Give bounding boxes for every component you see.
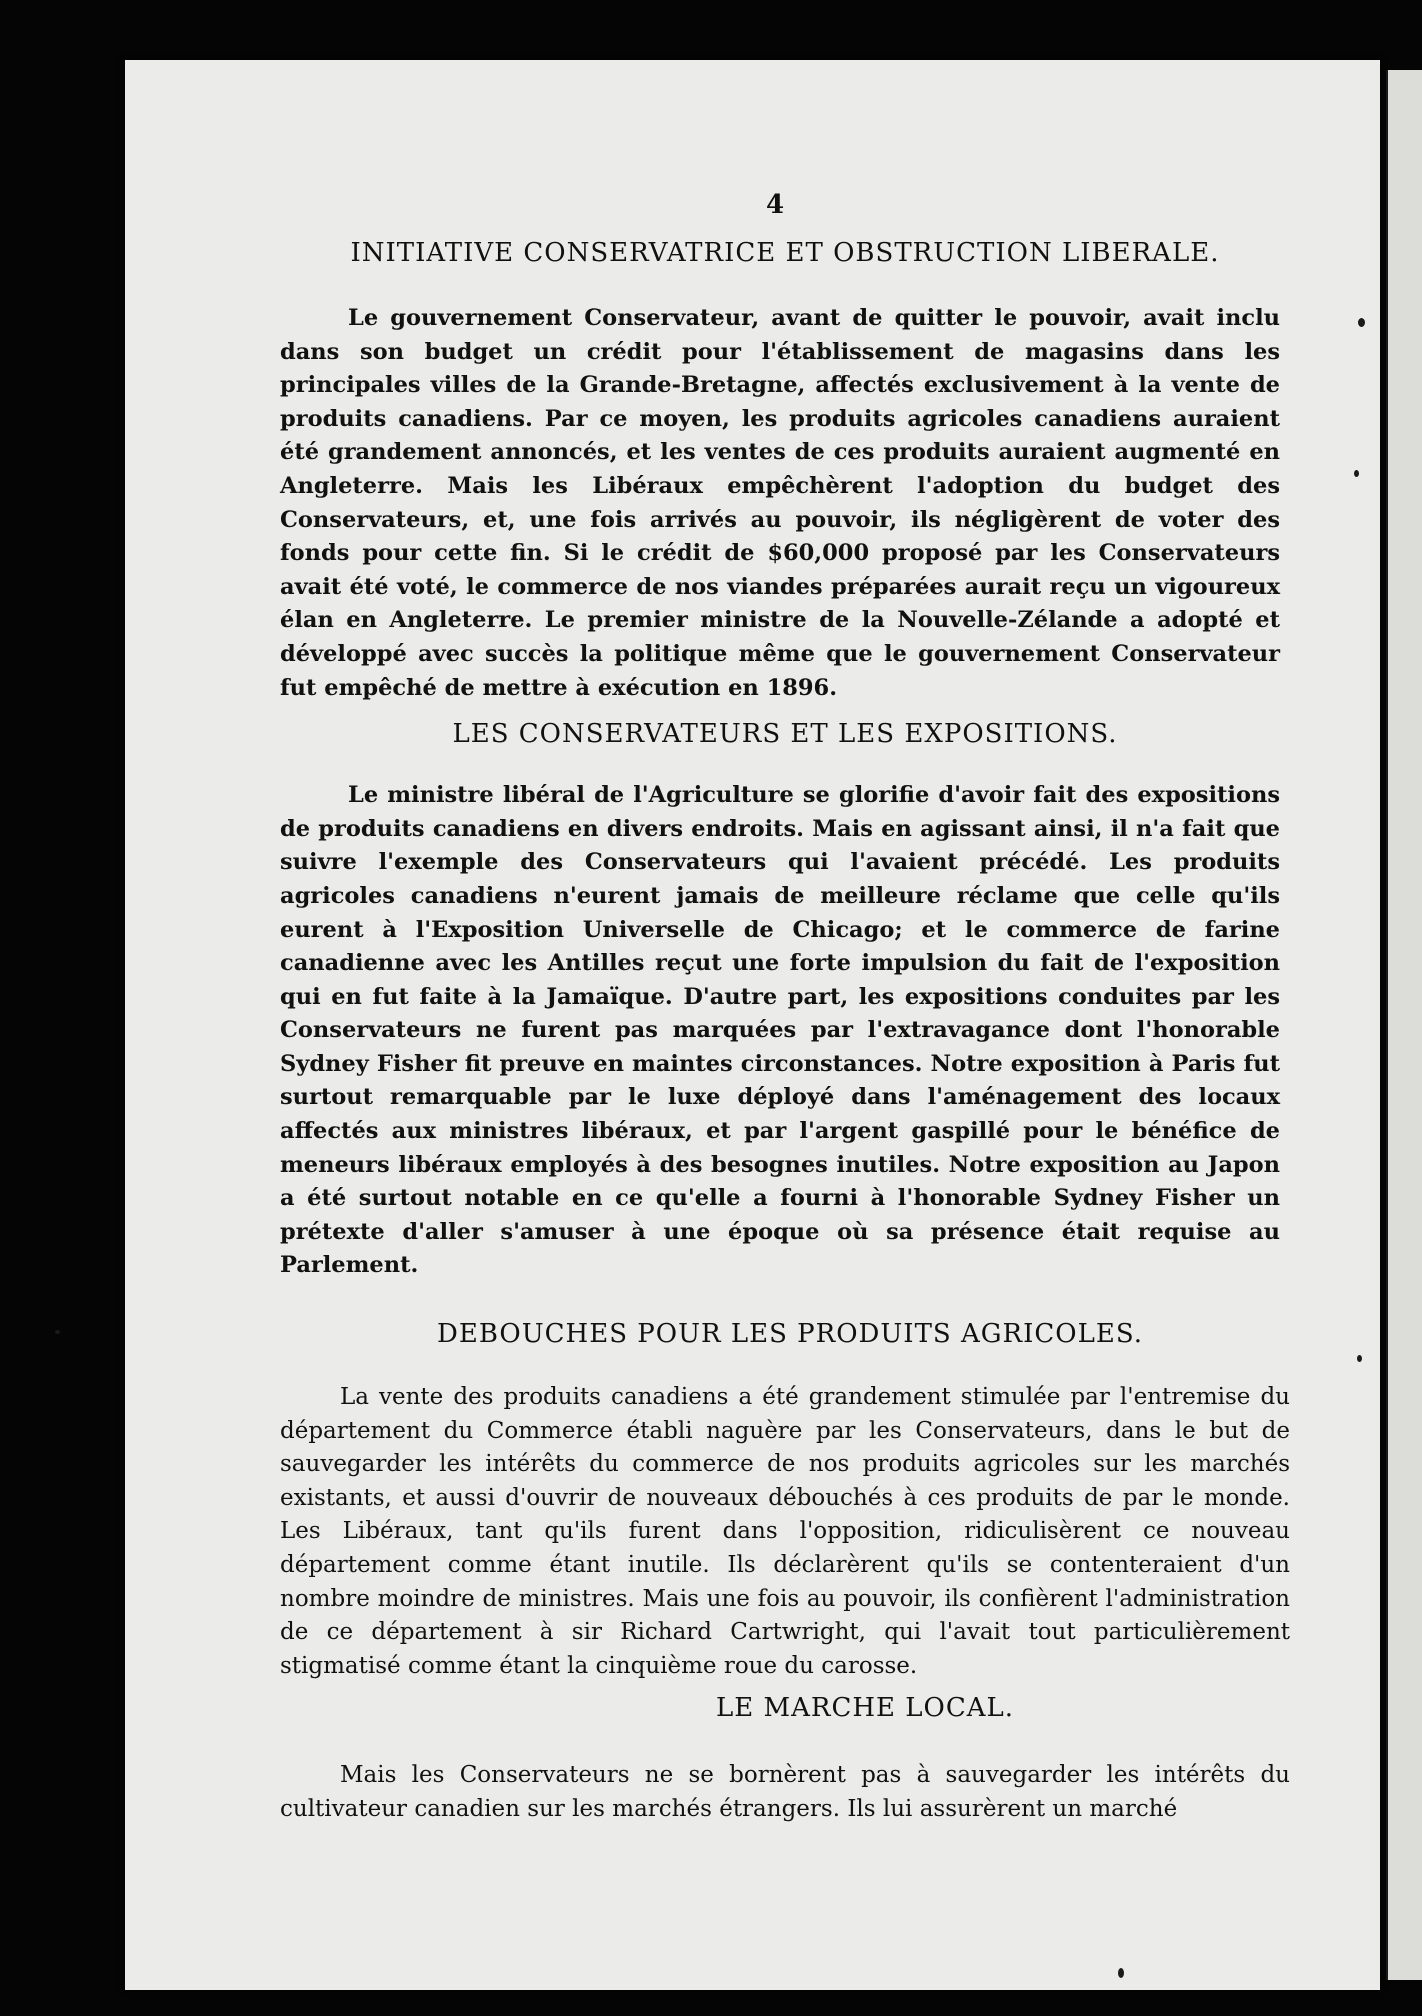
- section-paragraph-debouches: La vente des produits canadiens a été grandement stimulée par l'entremise du département du Commerce établi naguère par les Conservateurs, dans le but de sauvegarder les intérêts du commerce de nos produits agricoles sur les marchés existants, et aussi d'ouvrir de nouveaux débouchés à ces produits de par le monde. Les Libéraux, tant qu'ils furent dans l'opposition, ridiculisèrent ce nouveau département comme étant inutile. Ils déclarèrent qu'ils se contenteraient d'un nombre moindre de ministres. Mais une fois au pouvoir, ils confièrent l'administration de ce département à sir Richard Cartwright, qui l'avait tout particulièrement stigmatisé comme étant la cinquième roue du carosse.: [280, 1384, 1290, 1679]
- scan-speck: [1357, 1355, 1362, 1362]
- adjacent-page-edge: [1388, 70, 1422, 1980]
- scan-speck: [1354, 470, 1359, 477]
- section-paragraph-initiative: Le gouvernement Conservateur, avant de quitter le pouvoir, avait inclu dans son budget un crédit pour l'établissement de magasins dans les principales villes de la Grande-Bretagne, affectés exclusivement à la vente de produits canadiens. Par ce moyen, les produits agricoles canadiens auraient été grandement annoncés, et les ventes de ces produits auraient augmenté en Angleterre. Mais les Libéraux empêchèrent l'adoption du budget des Conservateurs, et, une fois arrivés au pouvoir, ils négligèrent de voter des fonds pour cette fin. Si le crédit de $60,000 proposé par les Conservateurs avait été voté, le commerce de nos viandes préparées aurait reçu un vigoureux élan en Angleterre. Le premier ministre de la Nouvelle-Zélande a adopté et développé avec succès la politique même que le gouvernement Conservateur fut empêché de mettre à exécution en 1896.: [280, 305, 1280, 701]
- section-heading-expositions: LES CONSERVATEURS ET LES EXPOSITIONS.: [452, 719, 1118, 750]
- section-heading-initiative: INITIATIVE CONSERVATRICE ET OBSTRUCTION LIBERALE.: [350, 238, 1220, 268]
- section-heading-debouches: DEBOUCHES POUR LES PRODUITS AGRICOLES.: [437, 1319, 1143, 1350]
- scan-speck: [1118, 1968, 1124, 1978]
- page-fold-line: [1386, 70, 1388, 1980]
- scan-speck: [1358, 318, 1365, 327]
- page-number: 4: [765, 190, 785, 220]
- section-paragraph-expositions: Le ministre libéral de l'Agriculture se glorifie d'avoir fait des expositions de produits canadiens en divers endroits. Mais en agissant ainsi, il n'a fait que suivre l'exemple des Conservateurs qui l'avaient précédé. Les produits agricoles canadiens n'eurent jamais de meilleure réclame que celle qu'ils eurent à l'Exposition Universelle de Chicago; et le commerce de farine canadienne avec les Antilles reçut une forte impulsion du fait de l'exposition qui en fut faite à la Jamaïque. D'autre part, les expositions conduites par les Conservateurs ne furent pas marquées par l'extravagance dont l'honorable Sydney Fisher fit preuve en maintes circonstances. Notre exposition à Paris fut surtout remarquable par le luxe déployé dans l'aménagement des locaux affectés aux ministres libéraux, et par l'argent gaspillé pour le bénéfice de meneurs libéraux employés à des besognes inutiles. Notre exposition au Japon a été surtout notable en ce qu'elle a fourni à l'honorable Sydney Fisher un prétexte d'aller s'amuser à une époque où sa présence était requise au Parlement.: [280, 782, 1280, 1279]
- document-content: [150, 130, 1290, 1827]
- section-heading-marche-local: LE MARCHE LOCAL.: [715, 1693, 1015, 1724]
- scan-speck: [55, 1330, 60, 1334]
- section-paragraph-marche-local: Mais les Conservateurs ne se bornèrent pas à sauvegarder les intérêts du cultivateur canadien sur les marchés étrangers. Ils lui assurèrent un marché: [280, 1762, 1290, 1822]
